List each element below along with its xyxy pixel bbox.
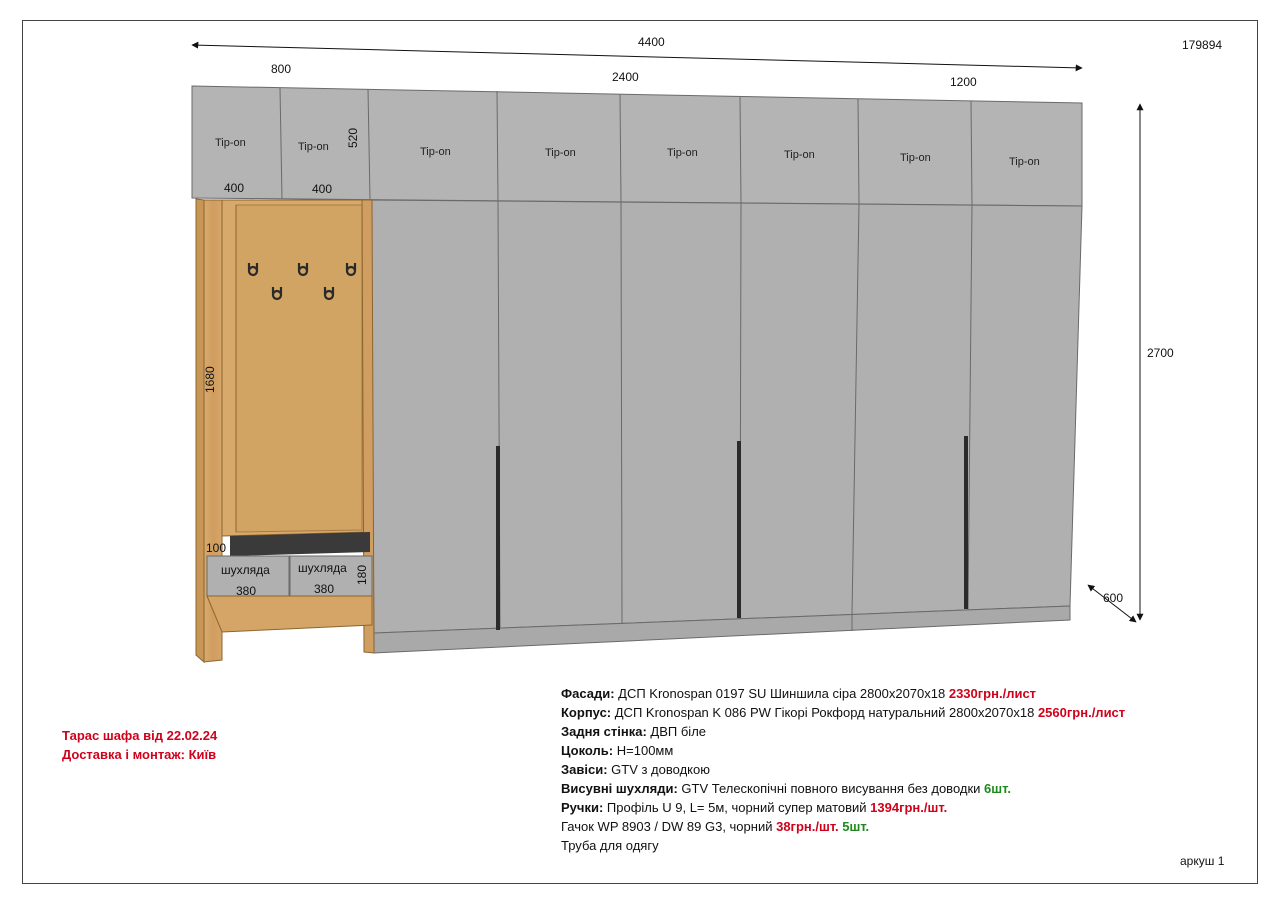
dim-total-width: 4400 (638, 35, 665, 49)
tip-on-label: Tip-on (215, 137, 246, 149)
dim-shelf-gap: 100 (206, 541, 227, 555)
tip-on-label: Tip-on (900, 152, 931, 164)
spec-line: Труба для одягу (561, 838, 659, 853)
dim-left-width: 800 (271, 62, 292, 76)
spec-line: Цоколь: Н=100мм (561, 743, 674, 758)
tip-on-label: Tip-on (667, 147, 698, 159)
dim-top-height: 520 (346, 127, 360, 148)
dim-middle-width: 2400 (612, 70, 639, 84)
sheet-number: 179894 (1182, 38, 1223, 52)
order-title: Тарас шафа від 22.02.24 (62, 728, 218, 743)
tip-on-label: Tip-on (298, 141, 329, 153)
spec-line: Гачок WP 8903 / DW 89 G3, чорний 38грн./шт. 5шт. (561, 819, 870, 834)
tip-on-label: Tip-on (1009, 156, 1040, 168)
spec-line: Висувні шухляди: GTV Телескопічні повного висування без доводки 6шт. (561, 781, 1011, 796)
drawer-2-label: шухляда (298, 561, 347, 575)
spec-line: Завіси: GTV з доводкою (561, 762, 710, 777)
dim-top-left-1: 400 (224, 181, 245, 195)
spec-line: Корпус: ДСП Kronospan K 086 PW Гікорі Рокфорд натуральний 2800х2070х18 2560грн./лист (561, 705, 1126, 720)
materials-spec-list (561, 684, 1125, 855)
dim-height: 2700 (1147, 346, 1174, 360)
dim-depth: 600 (1103, 591, 1124, 605)
hallway-section (196, 199, 374, 662)
dim-drawer-height: 180 (355, 564, 369, 585)
dim-right-width: 1200 (950, 75, 977, 89)
handle-2 (737, 441, 741, 618)
dim-hallway-height: 1680 (203, 366, 217, 393)
drawer-1-label: шухляда (221, 563, 270, 577)
order-info (62, 726, 217, 764)
spec-line: Ручки: Профіль U 9, L= 5м, чорний супер матовий 1394грн./шт. (561, 800, 948, 815)
tip-on-label: Tip-on (784, 149, 815, 161)
sheet-label: аркуш 1 (1180, 854, 1225, 868)
tall-doors (370, 200, 1082, 653)
handle-1 (496, 446, 500, 630)
order-delivery: Доставка і монтаж: Київ (62, 747, 217, 762)
tip-on-label: Tip-on (420, 146, 451, 158)
dim-top-left-2: 400 (312, 182, 333, 196)
dim-drawer-2-width: 380 (314, 582, 335, 596)
spec-line: Задня стінка: ДВП біле (561, 724, 707, 739)
tip-on-label: Tip-on (545, 147, 576, 159)
spec-line: Фасади: ДСП Kronospan 0197 SU Шиншила сіра 2800х2070х18 2330грн./лист (561, 686, 1037, 701)
dim-drawer-1-width: 380 (236, 584, 257, 598)
handle-3 (964, 436, 968, 609)
